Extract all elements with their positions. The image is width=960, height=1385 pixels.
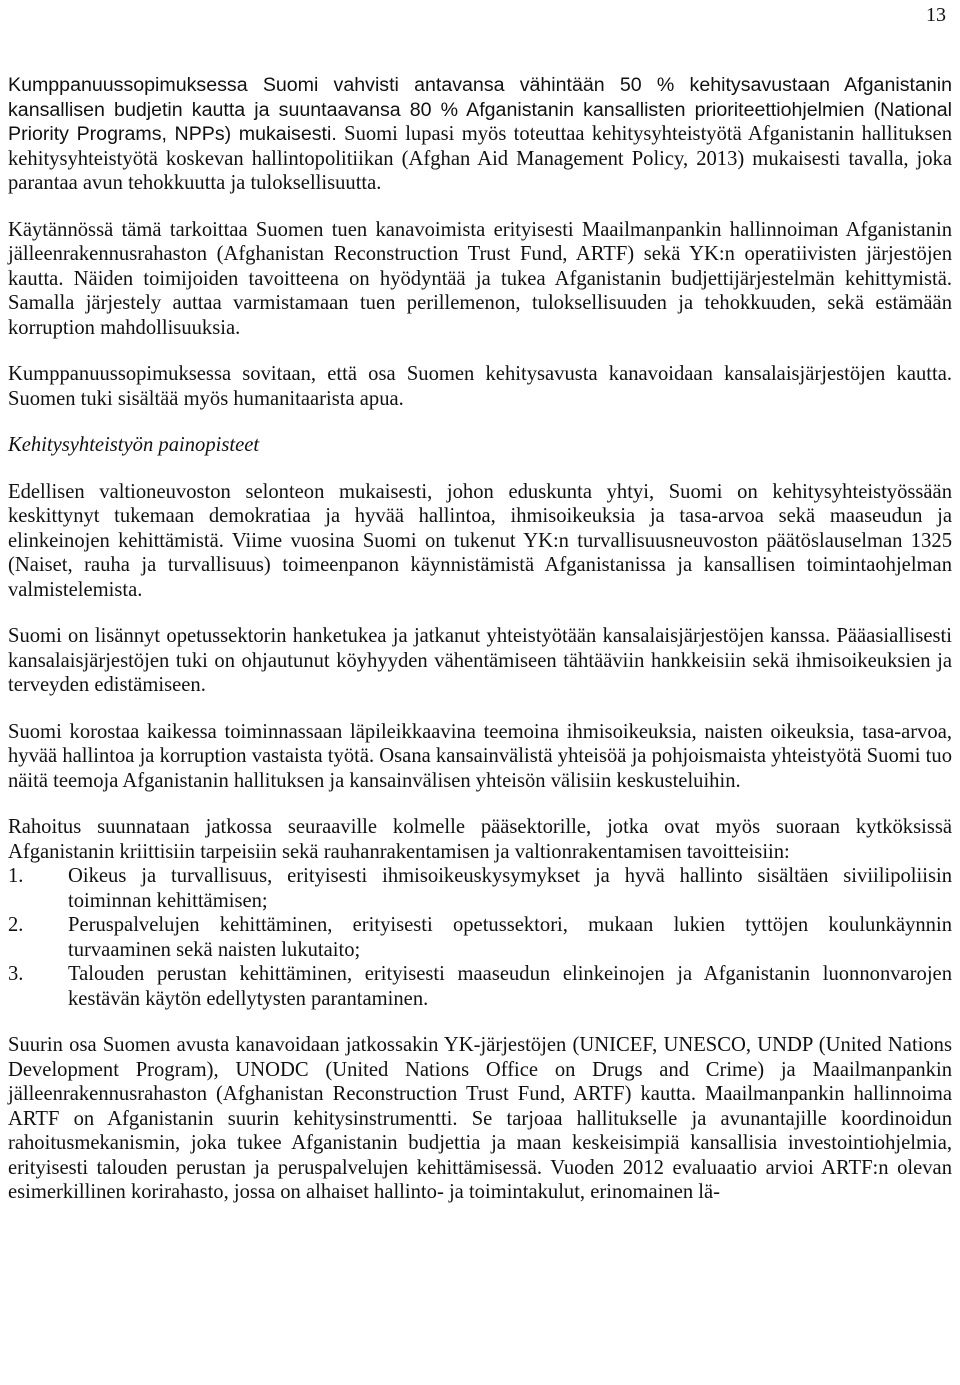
page-number: 13 bbox=[926, 4, 946, 26]
paragraph-serif-part: Suomi lupasi myös toteuttaa kehitysyhteistyötä Afganistanin hallituksen kehitysyhteistyötä koskevan hallintopolitiikan (Afghan Aid Management Policy, 2013) mukaisesti tavalla, joka parantaa avun tehokkuutta ja tuloksellisuutta. bbox=[8, 123, 952, 194]
list-item-text: Talouden perustan kehittäminen, erityisesti maaseudun elinkeinojen ja Afganistanin luonnonvarojen kestävän käytön edellytysten parantaminen. bbox=[68, 963, 952, 1010]
list-item-text: Oikeus ja turvallisuus, erityisesti ihmisoikeuskysymykset ja hyvä hallinto sisältäen siviilipoliisin toiminnan kehittämisen; bbox=[68, 865, 952, 912]
list-item bbox=[8, 864, 952, 913]
paragraph-education: Suomi on lisännyt opetussektorin hanketukea ja jatkanut yhteistyötään kansalaisjärjestöjen kanssa. Pääasiallisesti kansalaisjärjestöjen tuki on ohjautunut köyhyyden vähentämiseen tähtääviin hankkeisiin sekä ihmisoikeuksien ja terveyden edistämiseen. bbox=[8, 625, 952, 696]
sector-list bbox=[8, 864, 952, 1011]
paragraph-sans-part: Kumppanuussopimuksessa Suomi vahvisti antavansa vähintään 50 % kehitysavustaan Afganistanin kansallisen budjetin kautta ja suuntaavansa 80 % Afganistanin kansallisten prioriteettiohjelmien (National Priority Programs, NPPs) mukaisesti. bbox=[8, 74, 952, 145]
paragraph-crosscutting-themes: Suomi korostaa kaikessa toiminnassaan läpileikkaavina teemoina ihmisoikeuksia, naisten oikeuksia, tasa-arvoa, hyvää hallintoa ja korruption vastaista työtä. Osana kansainvälistä yhteisöä ja pohjoismaista yhteistyötä Suomi tuo näitä teemoja Afganistanin hallituksen ja kansainvälisen yhteisön välisiin keskusteluihin. bbox=[8, 720, 952, 792]
list-item-number: 3. bbox=[8, 963, 24, 985]
paragraph-previous-report: Edellisen valtioneuvoston selonteon mukaisesti, johon eduskunta yhtyi, Suomi on kehitysyhteistyössään keskittynyt tukemaan demokratiaa ja hyvää hallintoa, ihmisoikeuksia ja tasa-arvoa sekä maaseudun ja elinkeinojen kehittämistä. Viime vuosina Suomi on tukenut YK:n turvallisuusneuvoston päätöslauselman 1325 (Naiset, rauha ja turvallisuus) toimeenpanon käynnistämistä Afganistanissa ja kansallisen toimintaohjelman valmistelemista. bbox=[8, 480, 952, 601]
paragraph-channeling: Käytännössä tämä tarkoittaa Suomen tuen kanavoimista erityisesti Maailmanpankin hallinnoiman Afganistanin jälleenrakennusrahaston (Afghanistan Reconstruction Trust Fund, ARTF) sekä YK:n operatiivisten järjestöjen kautta. Näiden toimijoiden tavoitteena on hyödyntää ja tukea Afganistanin budjettijärjestelmän kehittymistä. Samalla järjestely auttaa varmistamaan tuen perillemenon, tuloksellisuuden ja tehokkuuden, sekä estämään korruption mahdollisuuksia. bbox=[8, 218, 952, 339]
list-item-number: 2. bbox=[8, 914, 24, 936]
document-body bbox=[8, 73, 952, 1205]
paragraph-un-organizations: Suurin osa Suomen avusta kanavoidaan jatkossakin YK-järjestöjen (UNICEF, UNESCO, UNDP (United Nations Development Program), UNODC (United Nations Office on Drugs and Crime) ja Maailmanpankin jälleenrakennusrahaston (Afghanistan Reconstruction Trust Fund, ARTF) kautta. Maailmanpankin hallinnoima ARTF on Afganistanin suurin kehitysinstrumentti. Se tarjoaa hallitukselle ja avunantajille koordinoidun rahoitusmekanismin, joka tukee Afganistanin budjettia ja maan keskeisimpiä kansallisia investointiohjelmia, erityisesti talouden perustan ja peruspalvelujen kehittämisessä. Vuoden 2012 evaluaatio arvioi ARTF:n olevan esimerkillinen korirahasto, jossa on alhaiset hallinto- ja toimintakulut, erinomainen lä- bbox=[8, 1034, 952, 1203]
list-item bbox=[8, 962, 952, 1011]
paragraph-ngo-channel: Kumppanuussopimuksessa sovitaan, että osa Suomen kehitysavusta kanavoidaan kansalaisjärjestöjen kautta. Suomen tuki sisältää myös humanitaarista apua. bbox=[8, 363, 952, 410]
list-item-text: Peruspalvelujen kehittäminen, erityisesti opetussektori, mukaan lukien tyttöjen koulunkäynnin turvaaminen sekä naisten lukutaito; bbox=[68, 914, 952, 961]
paragraph-sectors-intro: Rahoitus suunnataan jatkossa seuraaville kolmelle pääsektorille, jotka ovat myös suoraan kytköksissä Afganistanin kriittisiin tarpeisiin sekä rauhanrakentamisen ja valtionrakentamisen tavoitteisiin: bbox=[8, 816, 952, 863]
list-item bbox=[8, 913, 952, 962]
section-heading: Kehitysyhteistyön painopisteet bbox=[8, 434, 260, 456]
paragraph-partnership-budget bbox=[8, 73, 952, 196]
list-item-number: 1. bbox=[8, 865, 24, 887]
